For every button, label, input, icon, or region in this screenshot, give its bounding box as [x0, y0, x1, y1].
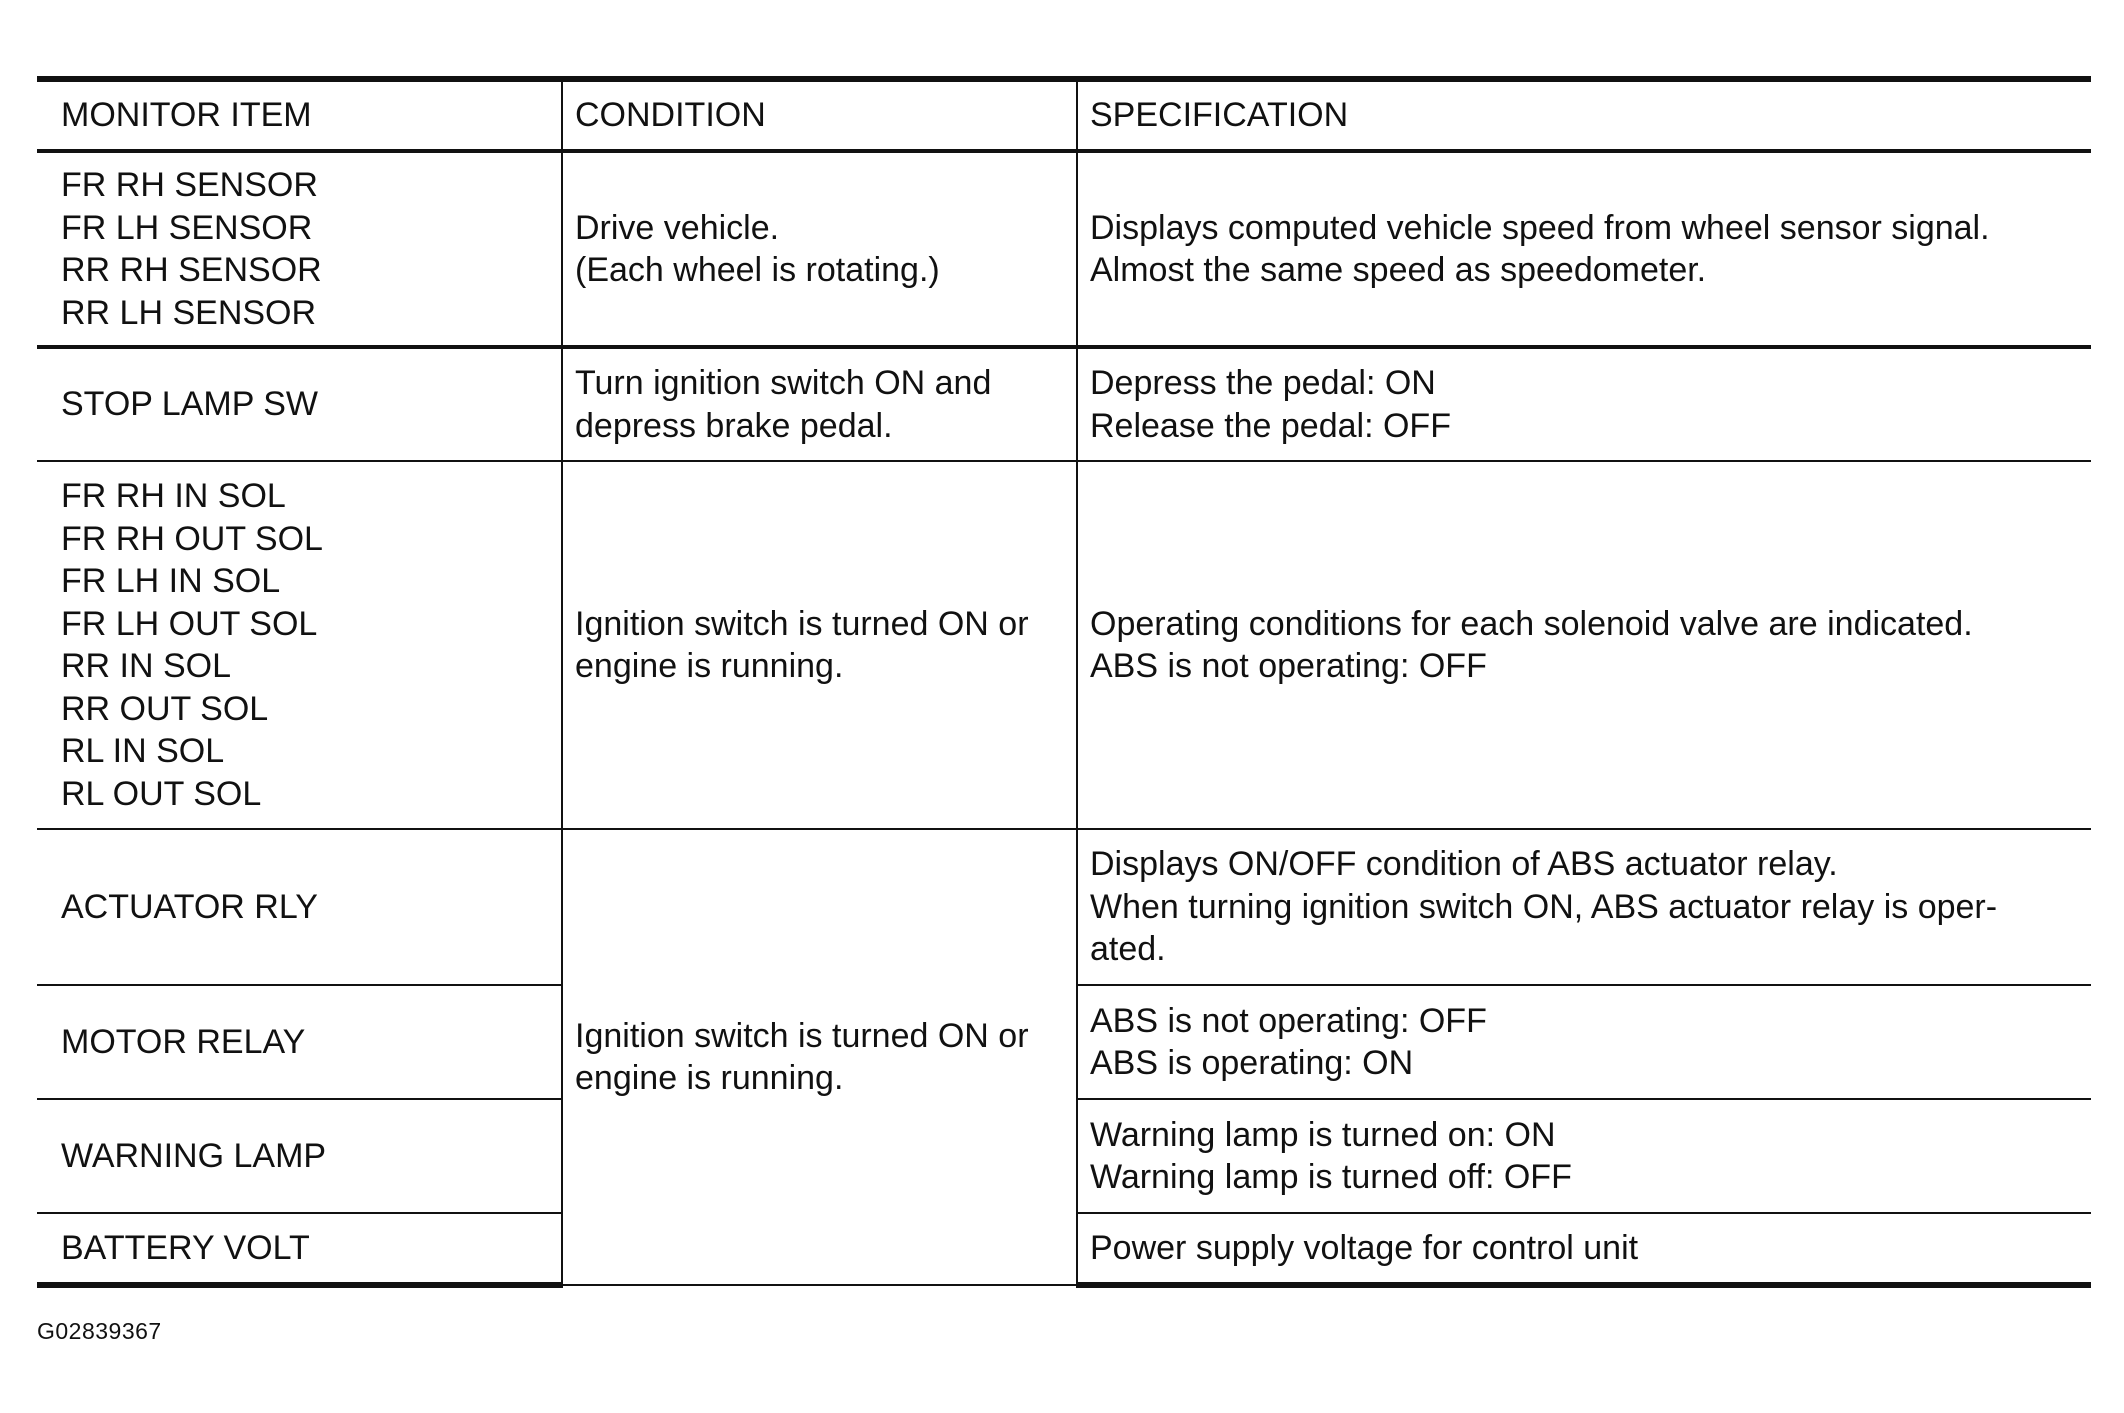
specification-text: Power supply voltage for control unit — [1090, 1228, 1639, 1267]
header-specification: SPECIFICATION — [1077, 79, 2091, 151]
monitor-item: MOTOR RELAY — [61, 1022, 306, 1061]
specification-cell — [1077, 461, 2091, 829]
header-condition: CONDITION — [562, 79, 1077, 151]
monitor-item: RR IN SOL — [61, 647, 232, 685]
condition-cell — [562, 151, 1077, 347]
monitor-item-cell — [37, 829, 562, 985]
table-row-actuator-rly — [37, 829, 2091, 985]
condition-text: engine is running. — [575, 1059, 844, 1097]
monitor-item: FR LH SENSOR — [61, 208, 313, 247]
specification-text: Warning lamp is turned off: OFF — [1090, 1158, 1572, 1196]
monitor-item: STOP LAMP SW — [61, 385, 318, 424]
specification-text: ABS is not operating: OFF — [1090, 1001, 1487, 1040]
condition-cell-merged — [562, 829, 1077, 1285]
specification-text: Operating conditions for each solenoid valve are indicated. — [1090, 604, 1973, 643]
specification-text: Release the pedal: OFF — [1090, 406, 1451, 445]
monitor-item: FR RH OUT SOL — [61, 519, 323, 558]
monitor-item: FR RH SENSOR — [61, 166, 318, 204]
specification-text: Almost the same speed as speedometer. — [1090, 251, 1707, 289]
monitor-item: RR LH SENSOR — [61, 293, 317, 332]
condition-text: depress brake pedal. — [575, 406, 893, 445]
monitor-item-cell — [37, 461, 562, 829]
monitor-item-cell — [37, 151, 562, 347]
monitor-item: FR RH IN SOL — [61, 477, 286, 515]
condition-text: engine is running. — [575, 647, 844, 685]
specification-text: Warning lamp is turned on: ON — [1090, 1115, 1556, 1154]
monitor-item: RR OUT SOL — [61, 689, 269, 728]
specification-cell — [1077, 985, 2091, 1099]
monitor-item: FR LH IN SOL — [61, 562, 281, 600]
monitor-item-cell — [37, 347, 562, 461]
specification-text: ated. — [1090, 930, 1166, 969]
specification-cell — [1077, 1213, 2091, 1285]
condition-cell — [562, 347, 1077, 461]
table-row-wheel-sensors — [37, 151, 2091, 347]
table-row-stop-lamp-sw — [37, 347, 2091, 461]
monitor-item: WARNING LAMP — [61, 1136, 327, 1175]
figure-id: G02839367 — [37, 1318, 162, 1344]
specification-cell — [1077, 1099, 2091, 1213]
monitor-item: RR RH SENSOR — [61, 251, 322, 289]
table-row-solenoids — [37, 461, 2091, 829]
monitor-item-cell — [37, 1099, 562, 1213]
specification-cell — [1077, 829, 2091, 985]
specification-text: Displays computed vehicle speed from wheel sensor signal. — [1090, 208, 1990, 247]
monitor-item: RL IN SOL — [61, 732, 225, 770]
monitor-item: RL OUT SOL — [61, 774, 262, 813]
specification-text: Depress the pedal: ON — [1090, 364, 1436, 402]
monitor-item: FR LH OUT SOL — [61, 604, 318, 643]
specification-cell — [1077, 347, 2091, 461]
condition-text: Ignition switch is turned ON or — [575, 1016, 1029, 1055]
condition-text: Drive vehicle. — [575, 208, 780, 247]
monitor-item: BATTERY VOLT — [61, 1228, 310, 1267]
monitor-item-table — [37, 76, 2091, 1288]
monitor-item-cell — [37, 985, 562, 1099]
specification-text: Displays ON/OFF condition of ABS actuator relay. — [1090, 845, 1838, 884]
specification-cell — [1077, 151, 2091, 347]
condition-text: Turn ignition switch ON and — [575, 364, 992, 402]
table-header-row — [37, 79, 2091, 151]
monitor-item: ACTUATOR RLY — [61, 887, 318, 926]
specification-text: ABS is not operating: OFF — [1090, 647, 1487, 685]
specification-text: ABS is operating: ON — [1090, 1044, 1414, 1082]
condition-text: Ignition switch is turned ON or — [575, 604, 1029, 643]
header-monitor-item: MONITOR ITEM — [37, 79, 562, 151]
condition-text: (Each wheel is rotating.) — [575, 251, 940, 289]
monitor-item-cell — [37, 1213, 562, 1285]
specification-text: When turning ignition switch ON, ABS actuator relay is oper- — [1090, 887, 1998, 926]
condition-cell — [562, 461, 1077, 829]
